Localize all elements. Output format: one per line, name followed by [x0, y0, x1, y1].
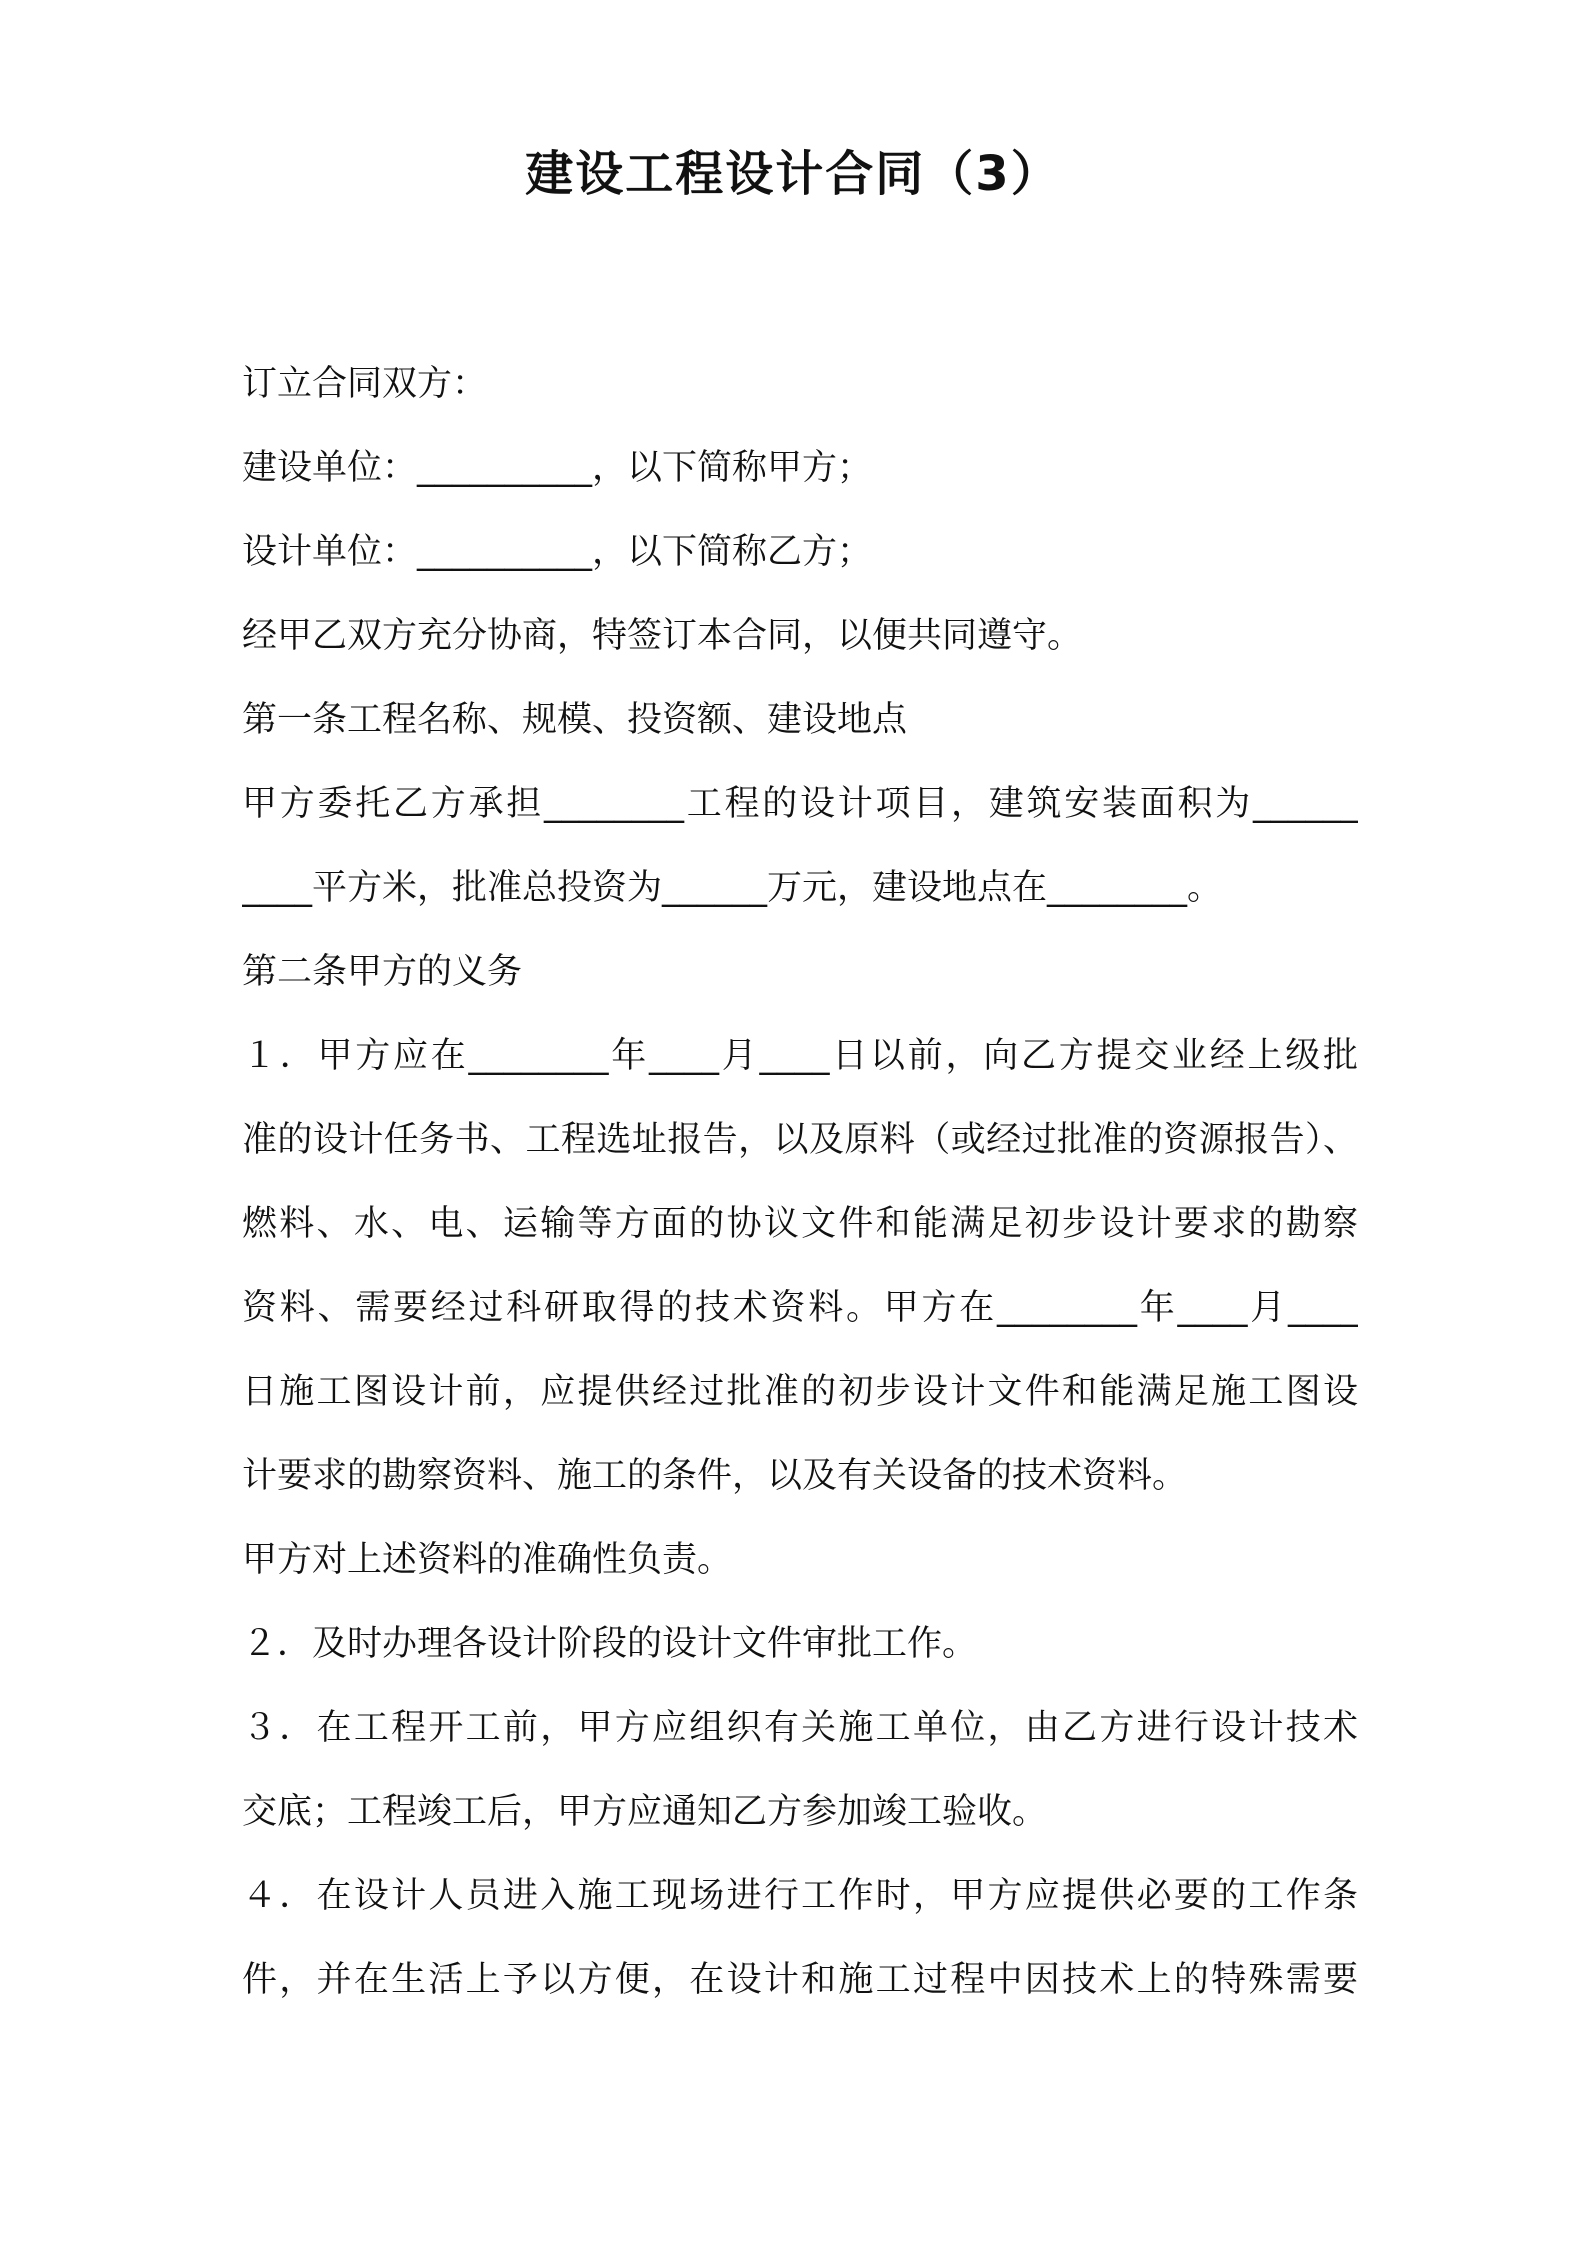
text-line: 甲方委托乙方承担________工程的设计项目，建筑安装面积为______	[242, 784, 1358, 824]
text-line: 第一条工程名称、规模、投资额、建设地点	[242, 700, 908, 740]
text-line: 设计单位：__________，以下简称乙方；	[242, 532, 873, 572]
text-line: 资料、需要经过科研取得的技术资料。甲方在________年____月____	[242, 1288, 1358, 1328]
text-line: 燃料、水、电、运输等方面的协议文件和能满足初步设计要求的勘察	[242, 1204, 1358, 1244]
text-line: 建设单位：__________，以下简称甲方；	[242, 448, 873, 488]
text-line: 件，并在生活上予以方便，在设计和施工过程中因技术上的特殊需要	[242, 1960, 1358, 2000]
text-line: ３．在工程开工前，甲方应组织有关施工单位，由乙方进行设计技术	[242, 1708, 1358, 1748]
document-body	[242, 342, 1358, 2022]
text-line: 准的设计任务书、工程选址报告，以及原料（或经过批准的资源报告）、	[242, 1120, 1358, 1160]
text-line: ２．及时办理各设计阶段的设计文件审批工作。	[242, 1624, 978, 1664]
text-line: 计要求的勘察资料、施工的条件，以及有关设备的技术资料。	[242, 1456, 1188, 1496]
text-line: 交底；工程竣工后，甲方应通知乙方参加竣工验收。	[242, 1792, 1048, 1832]
text-line: 订立合同双方：	[242, 364, 488, 404]
text-line: 日施工图设计前，应提供经过批准的初步设计文件和能满足施工图设	[242, 1372, 1358, 1412]
text-line: ４．在设计人员进入施工现场进行工作时，甲方应提供必要的工作条	[242, 1876, 1358, 1916]
text-line: 甲方对上述资料的准确性负责。	[242, 1540, 733, 1580]
text-line: 第二条甲方的义务	[242, 952, 523, 992]
text-line: ____平方米，批准总投资为______万元，建设地点在________。	[242, 868, 1223, 908]
text-line: １．甲方应在________年____月____日以前，向乙方提交业经上级批	[242, 1036, 1358, 1076]
text-line: 经甲乙双方充分协商，特签订本合同，以便共同遵守。	[242, 616, 1083, 656]
document-title: 建设工程设计合同（3）	[525, 146, 1061, 202]
